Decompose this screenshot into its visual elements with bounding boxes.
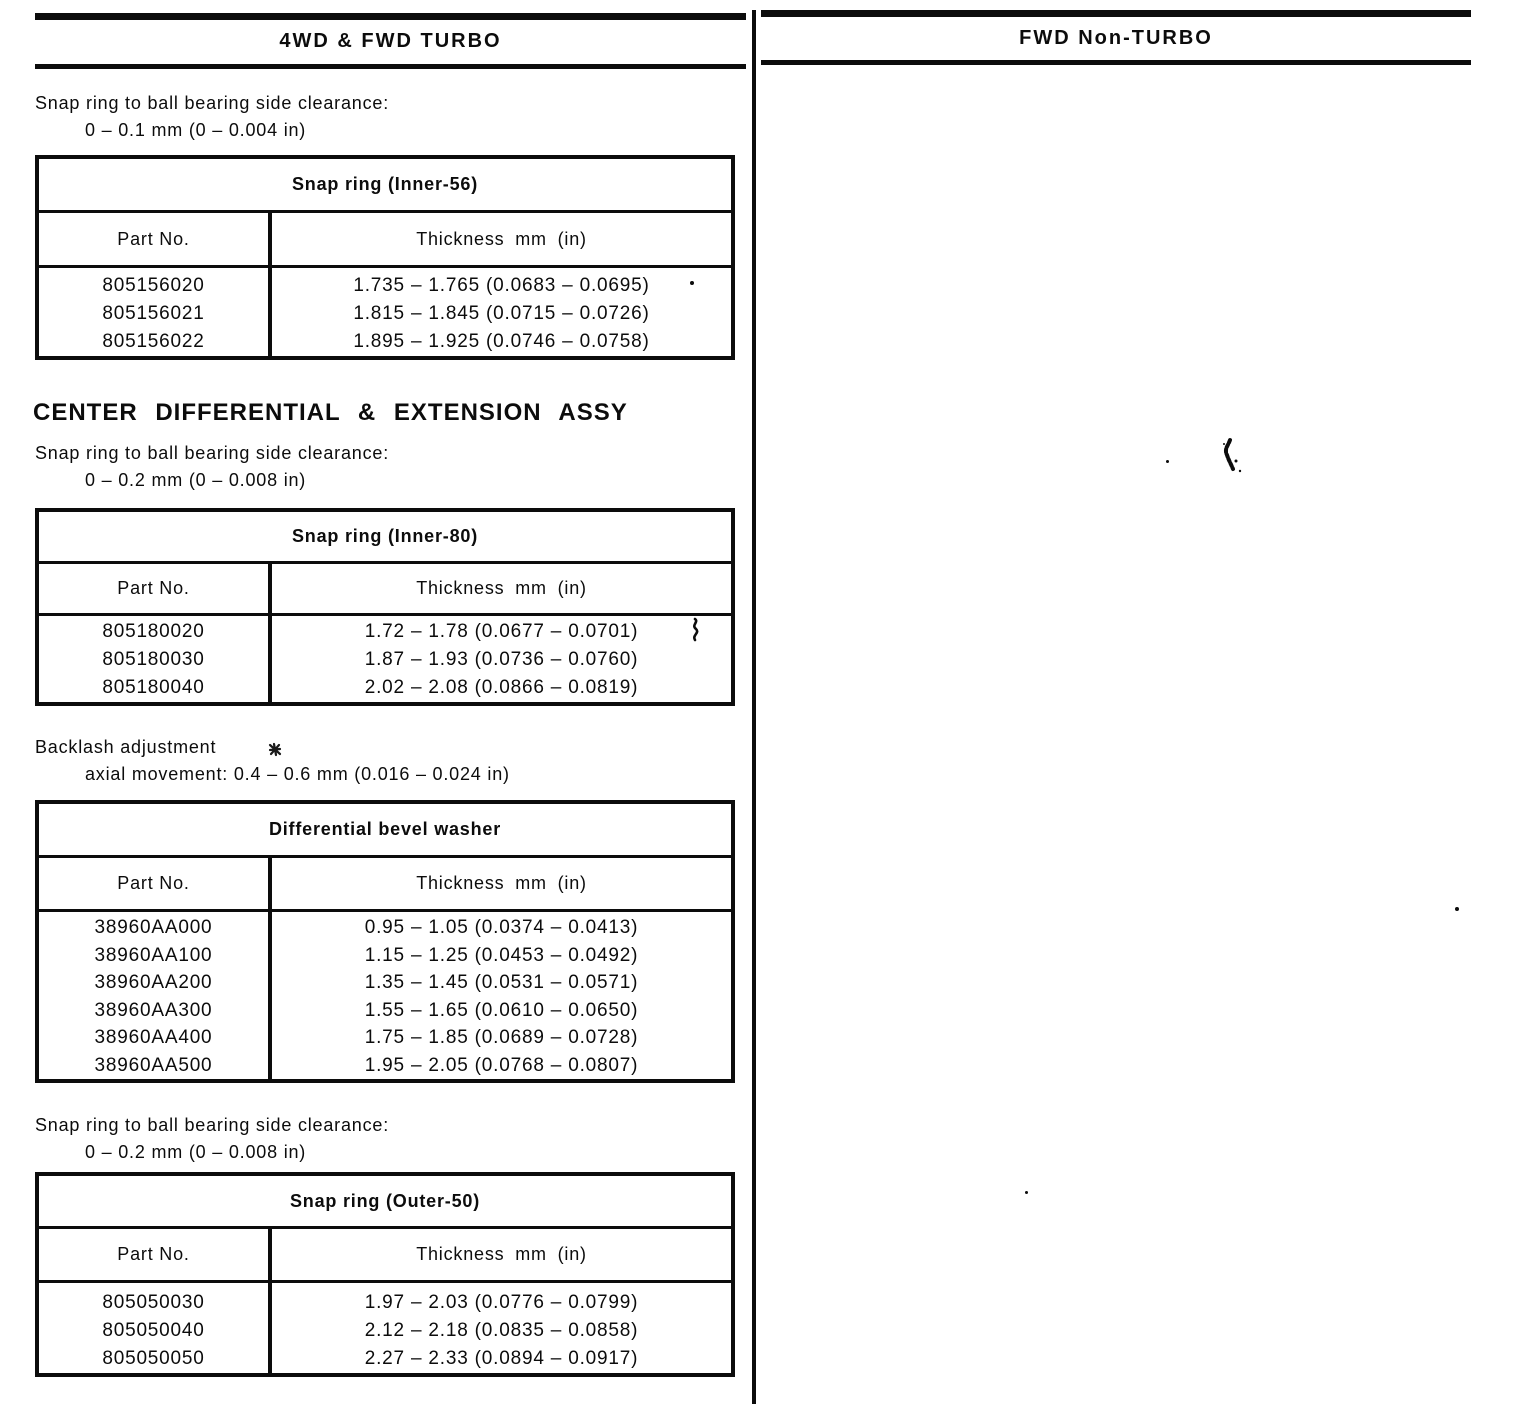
thickness-column	[272, 268, 731, 356]
table-title: Differential bevel washer	[39, 804, 731, 858]
thickness-cell: 0.95 – 1.05 (0.0374 – 0.0413)	[364, 917, 639, 938]
backlash-value: axial movement: 0.4 – 0.6 mm (0.016 – 0.024 in)	[85, 764, 510, 784]
clearance-spec-label: Snap ring to ball bearing side clearance:	[35, 443, 390, 463]
table-header-row	[39, 213, 731, 268]
part-no-cell: 805180020	[102, 621, 205, 642]
part-no-cell: 805156022	[102, 331, 205, 352]
clearance-spec-value: 0 – 0.1 mm (0 – 0.004 in)	[85, 120, 307, 140]
part-no-cell: 805156021	[102, 303, 205, 324]
ink-speck	[1025, 1191, 1028, 1194]
col-header-part-no: Part No.	[39, 858, 272, 910]
part-no-column	[39, 268, 272, 356]
column-header-right: FWD Non-TURBO	[1019, 27, 1213, 49]
ink-smudge	[688, 616, 702, 644]
thickness-cell: 2.27 – 2.33 (0.0894 – 0.0917)	[364, 1348, 639, 1369]
thickness-cell: 1.55 – 1.65 (0.0610 – 0.0650)	[364, 999, 639, 1021]
part-no-cell: 38960AA500	[94, 1054, 213, 1076]
thickness-cell: 1.895 – 1.925 (0.0746 – 0.0758)	[353, 331, 650, 352]
table-differential-bevel-washer	[35, 800, 735, 1083]
thickness-cell: 2.12 – 2.18 (0.0835 – 0.0858)	[364, 1320, 639, 1341]
part-no-cell: 38960AA300	[94, 999, 213, 1021]
header-rule-left-top	[35, 13, 746, 20]
column-header-left: 4WD & FWD TURBO	[279, 30, 502, 52]
col-header-thickness: Thickness mm (in)	[416, 1244, 587, 1264]
part-no-column	[39, 1283, 272, 1373]
col-header-part-no: Part No.	[39, 213, 272, 265]
table-header-row	[39, 1229, 731, 1283]
thickness-column	[272, 616, 731, 702]
column-divider	[752, 10, 756, 1404]
part-no-column	[39, 912, 272, 1079]
header-rule-right-bottom	[761, 60, 1471, 65]
col-header-thickness: Thickness mm (in)	[416, 872, 587, 893]
section-heading-center-differential: CENTER DIFFERENTIAL & EXTENSION ASSY	[33, 399, 628, 426]
table-snap-ring-inner-56	[35, 155, 735, 360]
part-no-cell: 38960AA400	[94, 1027, 213, 1048]
col-header-part-no: Part No.	[39, 1229, 272, 1280]
ink-speck	[1166, 460, 1169, 463]
clearance-spec-label: Snap ring to ball bearing side clearance:	[35, 93, 390, 113]
thickness-cell: 1.97 – 2.03 (0.0776 – 0.0799)	[364, 1292, 639, 1313]
part-no-cell: 38960AA100	[94, 944, 213, 966]
table-snap-ring-outer-50	[35, 1172, 735, 1377]
part-no-cell: 38960AA000	[94, 917, 213, 938]
thickness-column	[272, 1283, 731, 1373]
thickness-cell: 1.75 – 1.85 (0.0689 – 0.0728)	[364, 1027, 639, 1048]
clearance-spec-value: 0 – 0.2 mm (0 – 0.008 in)	[85, 470, 307, 490]
thickness-cell: 1.87 – 1.93 (0.0736 – 0.0760)	[364, 649, 639, 670]
table-header-row	[39, 564, 731, 616]
thickness-cell: 1.95 – 2.05 (0.0768 – 0.0807)	[364, 1054, 639, 1076]
thickness-cell: 1.735 – 1.765 (0.0683 – 0.0695)	[353, 275, 650, 296]
part-no-cell: 805050040	[102, 1320, 205, 1341]
ink-smudge	[1218, 436, 1248, 478]
part-no-cell: 805180040	[102, 677, 205, 698]
clearance-spec-value: 0 – 0.2 mm (0 – 0.008 in)	[85, 1142, 307, 1162]
backlash-label: Backlash adjustment	[35, 737, 217, 757]
ink-smudge	[266, 742, 284, 758]
table-header-row	[39, 858, 731, 913]
part-no-cell: 805050030	[102, 1292, 205, 1313]
thickness-cell: 1.815 – 1.845 (0.0715 – 0.0726)	[353, 303, 650, 324]
table-title: Snap ring (Outer-50)	[39, 1176, 731, 1229]
table-body	[39, 1283, 731, 1373]
thickness-cell: 1.15 – 1.25 (0.0453 – 0.0492)	[364, 944, 639, 966]
thickness-column	[272, 912, 731, 1079]
table-title: Snap ring (Inner-56)	[39, 159, 731, 213]
part-no-cell: 805180030	[102, 649, 205, 670]
table-title: Snap ring (Inner-80)	[39, 512, 731, 564]
ink-speck	[690, 281, 694, 285]
part-no-column	[39, 616, 272, 702]
part-no-cell: 38960AA200	[94, 972, 213, 993]
table-body	[39, 268, 731, 356]
part-no-cell: 805156020	[102, 275, 205, 296]
col-header-part-no: Part No.	[39, 564, 272, 613]
thickness-cell: 2.02 – 2.08 (0.0866 – 0.0819)	[364, 677, 639, 698]
ink-speck	[1455, 907, 1459, 911]
table-snap-ring-inner-80	[35, 508, 735, 706]
thickness-cell: 1.72 – 1.78 (0.0677 – 0.0701)	[364, 621, 639, 642]
table-body	[39, 912, 731, 1079]
header-rule-left-bottom	[35, 64, 746, 69]
clearance-spec-label: Snap ring to ball bearing side clearance:	[35, 1115, 390, 1135]
col-header-thickness: Thickness mm (in)	[416, 577, 587, 598]
col-header-thickness: Thickness mm (in)	[416, 228, 587, 249]
thickness-cell: 1.35 – 1.45 (0.0531 – 0.0571)	[364, 972, 639, 993]
part-no-cell: 805050050	[102, 1348, 205, 1369]
table-body	[39, 616, 731, 702]
header-rule-right-top	[761, 10, 1471, 17]
